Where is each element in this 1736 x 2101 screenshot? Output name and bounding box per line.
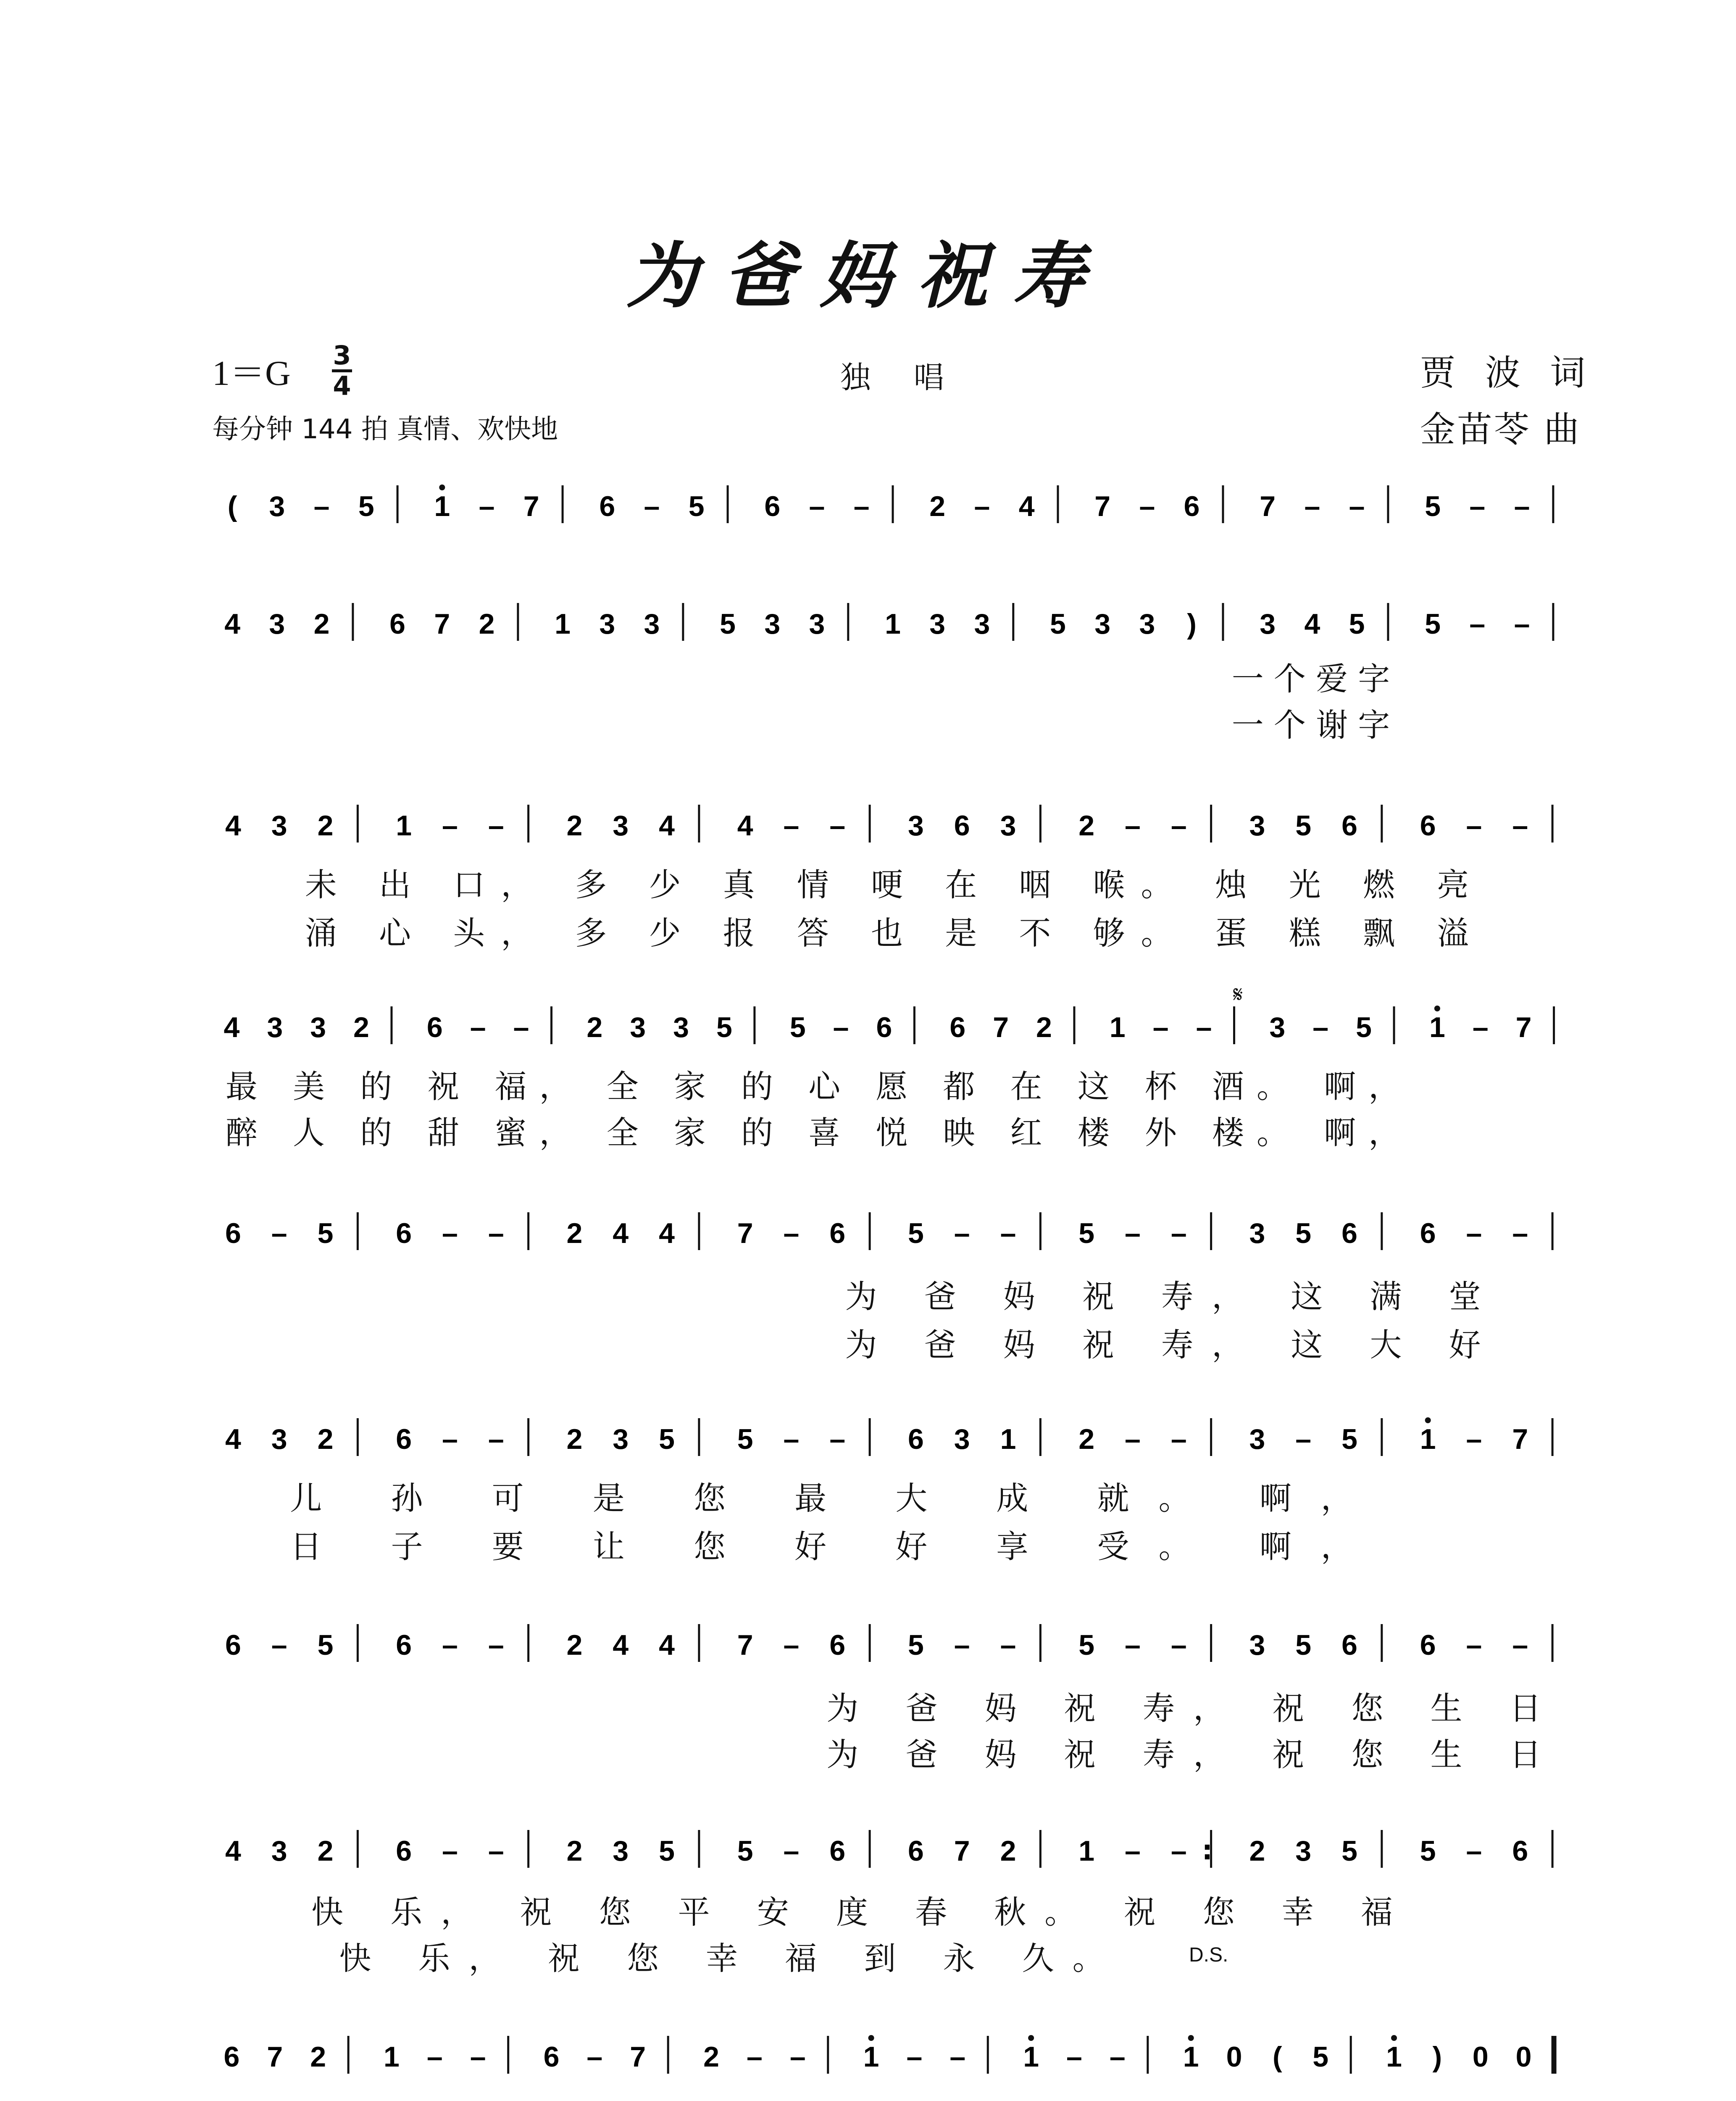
note: 2 <box>566 810 583 842</box>
note: 6 <box>396 1217 412 1249</box>
note: 5 <box>659 1423 675 1455</box>
note: 0 <box>1472 2041 1489 2073</box>
lyric-line <box>206 1061 1580 1105</box>
dash-mark: – <box>488 1423 504 1455</box>
note: 4 <box>613 1629 629 1661</box>
note: 1 <box>384 2041 400 2073</box>
dash-mark: – <box>488 1835 504 1867</box>
note: 5 <box>1341 1423 1357 1455</box>
score-row-svg <box>206 1828 1580 1874</box>
dash-mark: – <box>783 1217 800 1249</box>
lyricist: 贾 波 词 <box>1420 352 1595 393</box>
dash-mark: – <box>1469 608 1486 640</box>
note: 5 <box>1341 1835 1357 1867</box>
lyric-text: 快 乐， 祝 您 幸 福 到 永 久。 <box>339 1940 1123 1977</box>
lyric-line <box>206 2095 1580 2101</box>
dash-mark: – <box>1512 1217 1528 1249</box>
dash-mark: – <box>1170 1423 1187 1455</box>
dash-mark: – <box>1512 1629 1528 1661</box>
time-bottom: 4 <box>333 371 351 401</box>
note: 7 <box>630 2041 646 2073</box>
lyric-text: 快 乐， 祝 您 平 安 度 春 秋。 祝 您 幸 福 <box>311 1893 1411 1931</box>
genre-label: 独 唱 <box>840 360 961 395</box>
score-row <box>206 803 1580 849</box>
time-top: 3 <box>333 340 351 371</box>
note: 2 <box>566 1423 583 1455</box>
score-row <box>206 1210 1580 1256</box>
dash-mark: – <box>1472 1011 1489 1043</box>
high-octave-dot <box>1434 1006 1440 1011</box>
note: 5 <box>720 608 736 640</box>
note: 2 <box>1078 1423 1095 1455</box>
note: 5 <box>737 1835 753 1867</box>
note: 6 <box>1184 490 1200 522</box>
note: 6 <box>225 1217 241 1249</box>
da-segno-mark: D.S. <box>1189 1944 1228 1966</box>
score-row <box>206 1828 1580 1874</box>
note: 6 <box>876 1011 892 1043</box>
note: 6 <box>1341 1217 1357 1249</box>
note: 6 <box>829 1835 846 1867</box>
dash-mark: – <box>644 490 660 522</box>
note: 1 <box>1386 2041 1402 2073</box>
lyric-line <box>206 1271 1580 1315</box>
dash-mark: – <box>906 2041 923 2073</box>
note: 1 <box>885 608 901 640</box>
note: 3 <box>267 1011 283 1043</box>
score-row-svg <box>206 1416 1580 1462</box>
dash-mark: – <box>1000 1217 1016 1249</box>
note: 7 <box>434 608 450 640</box>
note: 5 <box>737 1423 753 1455</box>
note: 5 <box>1313 2041 1329 2073</box>
note: 3 <box>271 1835 287 1867</box>
note: 3 <box>310 1011 326 1043</box>
score-row <box>206 1416 1580 1462</box>
dash-mark: – <box>783 810 800 842</box>
note: 5 <box>907 1217 924 1249</box>
note: 1 <box>1000 1423 1016 1455</box>
note: 7 <box>1260 490 1276 522</box>
dash-mark: – <box>1466 1835 1482 1867</box>
score-row-svg <box>206 803 1580 849</box>
dash-mark: – <box>1313 1011 1329 1043</box>
note: 4 <box>1304 608 1320 640</box>
note: 2 <box>587 1011 603 1043</box>
lyric-line <box>206 1933 1580 1977</box>
lyric-text: 为 爸 妈 祝 寿， 这 大 好 <box>845 1326 1499 1364</box>
note: 2 <box>1078 810 1095 842</box>
note: 3 <box>974 608 990 640</box>
note: 1 <box>1078 1835 1095 1867</box>
lyric-line <box>206 1107 1580 1151</box>
note: 2 <box>310 2041 326 2073</box>
note: 2 <box>317 1835 334 1867</box>
note: 5 <box>1295 1629 1312 1661</box>
note: 6 <box>829 1629 846 1661</box>
note: 6 <box>396 1423 412 1455</box>
dash-mark: – <box>954 1217 970 1249</box>
note: 6 <box>389 608 405 640</box>
note: 2 <box>1036 1011 1052 1043</box>
dash-mark: – <box>1125 1835 1141 1867</box>
note: 3 <box>1249 1629 1265 1661</box>
high-octave-dot <box>439 484 445 490</box>
dash-mark: – <box>1000 1629 1016 1661</box>
tempo-marking: 每分钟 144 拍 真情、欢快地 <box>212 414 558 445</box>
dash-mark: – <box>271 1217 287 1249</box>
note: 3 <box>673 1011 689 1043</box>
note: 3 <box>599 608 615 640</box>
note: 7 <box>993 1011 1009 1043</box>
time-signature <box>332 342 352 399</box>
note: 1 <box>396 810 412 842</box>
dash-mark: – <box>1139 490 1155 522</box>
dash-mark: – <box>587 2041 603 2073</box>
note: 3 <box>1269 1011 1286 1043</box>
dash-mark: – <box>1125 1423 1141 1455</box>
lyric-text: 儿 孙 可 是 您 最 大 成 就。 啊， <box>290 1480 1382 1517</box>
note: 3 <box>1249 1423 1265 1455</box>
note: 4 <box>659 1217 675 1249</box>
note: 1 <box>555 608 571 640</box>
note: 4 <box>225 1835 241 1867</box>
dash-mark: – <box>829 1423 846 1455</box>
lyric-text: 涌 心 头， 多 少 报 答 也 是 不 够。 蛋 糕 飘 溢 <box>305 914 1485 952</box>
note: 5 <box>1050 608 1066 640</box>
lyric-text: 为 爸 妈 祝 寿， 祝 您 生 日 <box>826 1736 1560 1773</box>
dash-mark: – <box>313 490 330 522</box>
lyric-line <box>206 700 1580 744</box>
note: 6 <box>1420 1629 1436 1661</box>
dash-mark: – <box>1466 1217 1482 1249</box>
dash-mark: – <box>829 810 846 842</box>
note: 5 <box>688 490 705 522</box>
note: 7 <box>737 1629 753 1661</box>
note: 5 <box>789 1011 806 1043</box>
note: 3 <box>954 1423 970 1455</box>
lyric-line <box>206 1729 1580 1773</box>
score-row-svg <box>206 1622 1580 1668</box>
note: 6 <box>599 490 615 522</box>
lyric-line <box>206 908 1580 952</box>
high-octave-dot <box>868 2035 874 2041</box>
note: 3 <box>613 1423 629 1455</box>
dash-mark: – <box>1466 1629 1482 1661</box>
lyric-line <box>206 1473 1580 1517</box>
lyric-line <box>206 859 1580 903</box>
note: 3 <box>271 810 287 842</box>
note: 3 <box>630 1011 646 1043</box>
note: 1 <box>434 490 450 522</box>
note: 7 <box>267 2041 283 2073</box>
note: 3 <box>1139 608 1155 640</box>
lyric-line <box>206 1521 1580 1565</box>
dash-mark: – <box>1466 1423 1482 1455</box>
note: 6 <box>1341 810 1357 842</box>
dash-mark: – <box>426 2041 443 2073</box>
dash-mark: – <box>746 2041 763 2073</box>
note: 3 <box>1000 810 1016 842</box>
note: 6 <box>225 1629 241 1661</box>
note: 2 <box>1249 1835 1265 1867</box>
note: 4 <box>659 1629 675 1661</box>
dash-mark: – <box>783 1423 800 1455</box>
note: 3 <box>809 608 825 640</box>
note: 6 <box>1341 1629 1357 1661</box>
note: 3 <box>1249 810 1265 842</box>
note: 3 <box>269 490 285 522</box>
note: 4 <box>225 1423 241 1455</box>
note: ( <box>1273 2041 1282 2073</box>
note: 5 <box>716 1011 732 1043</box>
score-row <box>206 2034 1580 2080</box>
note: 7 <box>1512 1423 1528 1455</box>
composer: 金苗苓 曲 <box>1420 409 1581 450</box>
dash-mark: – <box>1125 1217 1141 1249</box>
dash-mark: – <box>1125 1629 1141 1661</box>
note: 7 <box>523 490 539 522</box>
score-row-svg <box>206 1004 1580 1050</box>
dash-mark: – <box>1514 490 1530 522</box>
lyric-text: 未 出 口， 多 少 真 情 哽 在 咽 喉。 烛 光 燃 亮 <box>305 866 1485 903</box>
note: 3 <box>1094 608 1111 640</box>
score-row-svg <box>206 601 1580 647</box>
dash-mark: – <box>833 1011 849 1043</box>
segno-sign: 𝄋 <box>1233 981 1243 1008</box>
song-title: 为爸妈祝寿 <box>626 234 1110 318</box>
note: 6 <box>1420 1217 1436 1249</box>
note: 6 <box>426 1011 443 1043</box>
score-row <box>206 483 1580 529</box>
note: 1 <box>1109 1011 1126 1043</box>
note: 6 <box>224 2041 240 2073</box>
dash-mark: – <box>1466 810 1482 842</box>
dash-mark: – <box>442 1629 458 1661</box>
dash-mark: – <box>1196 1011 1212 1043</box>
note: 1 <box>863 2041 879 2073</box>
dash-mark: – <box>1469 490 1486 522</box>
dash-mark: – <box>442 1217 458 1249</box>
note: 6 <box>907 1835 924 1867</box>
note: 2 <box>353 1011 369 1043</box>
note: 3 <box>269 608 285 640</box>
dash-mark: – <box>1295 1423 1312 1455</box>
note: ) <box>1187 608 1197 640</box>
high-octave-dot <box>1391 2035 1397 2041</box>
score-row <box>206 601 1580 647</box>
note: 6 <box>829 1217 846 1249</box>
dash-mark: – <box>1152 1011 1169 1043</box>
note: 2 <box>566 1835 583 1867</box>
dash-mark: – <box>783 1629 800 1661</box>
dash-mark: – <box>442 810 458 842</box>
high-octave-dot <box>1425 1417 1431 1423</box>
note: 5 <box>317 1629 334 1661</box>
note: 6 <box>907 1423 924 1455</box>
note: 4 <box>659 810 675 842</box>
dash-mark: – <box>1170 810 1187 842</box>
note: 2 <box>703 2041 719 2073</box>
dash-mark: – <box>488 810 504 842</box>
note: 1 <box>1023 2041 1039 2073</box>
note: 5 <box>317 1217 334 1249</box>
note: 3 <box>644 608 660 640</box>
repeat-dots: : <box>1202 1835 1213 1866</box>
note: 4 <box>224 608 241 640</box>
note: 3 <box>613 1835 629 1867</box>
note: 2 <box>317 810 334 842</box>
note: 5 <box>1295 810 1312 842</box>
note: 7 <box>954 1835 970 1867</box>
note: 6 <box>1420 810 1436 842</box>
lyric-line <box>206 653 1580 698</box>
note: 2 <box>479 608 495 640</box>
score-row-svg <box>206 1210 1580 1256</box>
note: 5 <box>1425 608 1441 640</box>
dash-mark: – <box>442 1423 458 1455</box>
note: ) <box>1432 2041 1442 2073</box>
note: 7 <box>737 1217 753 1249</box>
note: 5 <box>1425 490 1441 522</box>
note: 3 <box>764 608 781 640</box>
note: 5 <box>1295 1217 1312 1249</box>
dash-mark: – <box>479 490 495 522</box>
dash-mark: – <box>1514 608 1530 640</box>
lyric-line <box>206 1887 1580 1931</box>
dash-mark: – <box>1125 810 1141 842</box>
lyric-text: 为 爸 妈 祝 寿， 这 满 堂 <box>845 1278 1499 1315</box>
lyric-text: 最 美 的 祝 福， 全 家 的 心 愿 都 在 这 杯 酒。 啊， <box>225 1068 1413 1105</box>
note: 3 <box>1295 1835 1312 1867</box>
lyric-text: 一 个 爱 字 <box>1231 660 1390 698</box>
dash-mark: – <box>1349 490 1365 522</box>
note: 6 <box>396 1629 412 1661</box>
dash-mark: – <box>1304 490 1320 522</box>
lyric-text <box>393 2095 1136 2101</box>
note: 5 <box>1349 608 1365 640</box>
score-row-svg <box>206 2034 1580 2080</box>
note: 3 <box>613 810 629 842</box>
high-octave-dot <box>1188 2035 1194 2041</box>
dash-mark: – <box>488 1629 504 1661</box>
dash-mark: – <box>1170 1629 1187 1661</box>
note: 3 <box>907 810 924 842</box>
note: 7 <box>1515 1011 1532 1043</box>
dash-mark: – <box>974 490 990 522</box>
lyric-text: 为 爸 妈 祝 寿， 祝 您 生 日 <box>826 1690 1560 1727</box>
dash-mark: – <box>442 1835 458 1867</box>
score-row <box>206 1004 1580 1050</box>
dash-mark: – <box>1066 2041 1082 2073</box>
note: 0 <box>1226 2041 1242 2073</box>
note: 1 <box>1183 2041 1199 2073</box>
dash-mark: – <box>809 490 825 522</box>
note: 2 <box>317 1423 334 1455</box>
note: 5 <box>1356 1011 1372 1043</box>
dash-mark: – <box>789 2041 806 2073</box>
lyric-text: 一 个 谢 字 <box>1231 706 1390 744</box>
note: 0 <box>1515 2041 1532 2073</box>
dash-mark: – <box>783 1835 800 1867</box>
lyric-line <box>206 1319 1580 1364</box>
lyric-text: 日 子 要 让 您 好 好 享 受。 啊， <box>290 1528 1382 1565</box>
dash-mark: – <box>1109 2041 1126 2073</box>
note: 5 <box>907 1629 924 1661</box>
note: 6 <box>1512 1835 1528 1867</box>
dash-mark: – <box>271 1629 287 1661</box>
note: 2 <box>566 1217 583 1249</box>
note: 4 <box>613 1217 629 1249</box>
dash-mark: – <box>470 2041 486 2073</box>
note: 5 <box>1420 1835 1436 1867</box>
note: 6 <box>764 490 781 522</box>
note: 5 <box>358 490 374 522</box>
lyric-line <box>206 1683 1580 1727</box>
note: 2 <box>313 608 330 640</box>
note: 6 <box>950 1011 966 1043</box>
dash-mark: – <box>954 1629 970 1661</box>
note: 3 <box>929 608 946 640</box>
note: 2 <box>566 1629 583 1661</box>
note: 3 <box>1260 608 1276 640</box>
note: 4 <box>224 1011 240 1043</box>
note: 1 <box>1420 1423 1436 1455</box>
score-row-svg <box>206 483 1580 529</box>
dash-mark: – <box>488 1217 504 1249</box>
high-octave-dot <box>1028 2035 1034 2041</box>
dash-mark: – <box>470 1011 486 1043</box>
key-signature: 1＝G <box>212 354 291 393</box>
dash-mark: – <box>853 490 870 522</box>
note: 6 <box>954 810 970 842</box>
dash-mark: – <box>1170 1835 1187 1867</box>
note: 5 <box>659 1835 675 1867</box>
note: ( <box>227 490 237 522</box>
score-row <box>206 1622 1580 1668</box>
note: 3 <box>271 1423 287 1455</box>
dash-mark: – <box>950 2041 966 2073</box>
dash-mark: – <box>513 1011 529 1043</box>
note: 2 <box>929 490 946 522</box>
note: 5 <box>1078 1217 1095 1249</box>
note: 5 <box>1078 1629 1095 1661</box>
dash-mark: – <box>1512 810 1528 842</box>
note: 6 <box>396 1835 412 1867</box>
note: 2 <box>1000 1835 1016 1867</box>
note: 4 <box>737 810 753 842</box>
lyric-text: 醉 人 的 甜 蜜， 全 家 的 喜 悦 映 红 楼 外 楼。 啊， <box>225 1114 1413 1151</box>
note: 3 <box>1249 1217 1265 1249</box>
note: 6 <box>543 2041 560 2073</box>
note: 1 <box>1429 1011 1445 1043</box>
note: 7 <box>1094 490 1111 522</box>
note: 4 <box>225 810 241 842</box>
note: 4 <box>1018 490 1035 522</box>
dash-mark: – <box>1170 1217 1187 1249</box>
